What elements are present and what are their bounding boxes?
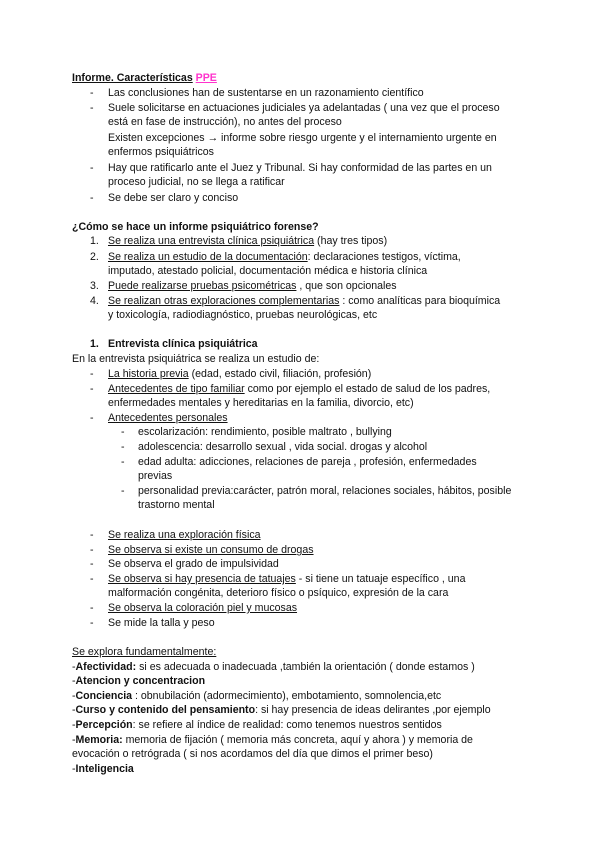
bold-term: Curso y contenido del pensamiento [75, 704, 256, 716]
bold-term: Memoria: [75, 734, 123, 746]
personal-item-cont: trastorno mental [138, 499, 215, 511]
ppe-tag: PPE [195, 72, 217, 84]
plain-text: : obnubilación (adormecimiento), embotamiento, somnolencia,etc [132, 690, 442, 702]
plain-text: (edad, estado civil, filiación, profesión) [188, 368, 372, 380]
exam-line [108, 616, 215, 630]
bullet-dash: - [90, 529, 94, 541]
bullet-dash: - [90, 87, 94, 99]
item-number: 4. [90, 295, 99, 307]
personal-item: edad adulta: adicciones, relaciones de pareja , profesión, enfermedades [138, 456, 477, 468]
explored-item: -Atencion y concentracion [72, 675, 206, 687]
underlined-text: Se observa la coloración piel y mucosas [108, 602, 298, 614]
item-number: 2. [90, 251, 99, 263]
plain-text: evocación o retrógrada ( si nos acordamos del día que dimos el primer beso) [72, 748, 433, 760]
bullet-dash: - [90, 602, 94, 614]
explored-item-cont [72, 747, 433, 761]
underlined-text: Antecedentes de tipo familiar [108, 383, 245, 395]
bold-term: Atencion y concentracion [75, 675, 206, 687]
plain-text: - si tiene un tatuaje específico , una [295, 573, 466, 585]
characteristic-line: Se debe ser claro y conciso [108, 192, 239, 204]
plain-text: : si hay presencia de ideas delirantes ,por ejemplo [255, 704, 491, 716]
exam-line [108, 601, 297, 615]
sub-bullet-dash: - [121, 456, 125, 468]
plain-text: : como analíticas para bioquímica [339, 295, 501, 307]
bullet-dash: - [90, 573, 94, 585]
howto-item-1 [90, 234, 99, 248]
exam-line-cont [108, 586, 448, 600]
characteristic-line: Hay que ratificarlo ante el Juez y Tribunal. Si hay conformidad de las partes en un [108, 162, 492, 174]
plain-text: malformación congénita, deterioro físico o psíquico, expresión de la cara [108, 587, 449, 599]
bullet-dash: - [90, 383, 94, 395]
personal-item: escolarización: rendimiento, posible maltrato , bullying [138, 426, 392, 438]
howto-item-3-text [108, 279, 397, 293]
characteristic-line: Las conclusiones han de sustentarse en un razonamiento científico [108, 87, 424, 99]
plain-text: como por ejemplo el estado de salud de los padres, [244, 383, 491, 395]
howto-item-2-cont: imputado, atestado policial, documentación médica e historia clínica [108, 265, 428, 277]
plain-text: Se mide la talla y peso [108, 617, 215, 629]
bullet-dash: - [90, 368, 94, 380]
personal-heading: Antecedentes personales [108, 412, 228, 424]
personal-item: personalidad previa:carácter, patrón moral, relaciones sociales, hábitos, posible [138, 485, 512, 497]
bullet-dash: - [90, 558, 94, 570]
howto-item-2 [90, 250, 99, 264]
interview-number: 1. [90, 338, 99, 350]
howto-item-3 [90, 279, 99, 293]
explored-heading: Se explora fundamentalmente: [72, 646, 217, 658]
interview-intro: En la entrevista psiquiátrica se realiza un estudio de: [72, 353, 320, 365]
sub-bullet-dash: - [121, 441, 125, 453]
section-title [72, 71, 217, 85]
sub-bullet-dash: - [121, 426, 125, 438]
underlined-text: Se realizan otras exploraciones complementarias [108, 295, 340, 307]
plain-text: memoria de fijación ( memoria más concreta, aquí y ahora ) y memoria de [122, 734, 473, 746]
underlined-text: Se realiza una entrevista clínica psiquiátrica [108, 235, 315, 247]
explored-item: -Inteligencia [72, 763, 134, 775]
howto-item-4-cont: y toxicología, radiodiagnóstico, pruebas neurológicas, etc [108, 309, 378, 321]
exam-line [108, 572, 465, 586]
exam-line [108, 543, 314, 557]
explored-item: -Afectividad: si es adecuada o inadecuada ,también la orientación ( donde estamos ) [72, 661, 475, 673]
personal-item: adolescencia: desarrollo sexual , vida social. drogas y alcohol [138, 441, 428, 453]
exam-line [108, 557, 279, 571]
bullet-dash: - [90, 192, 94, 204]
bullet-dash: - [90, 162, 94, 174]
underlined-text: Se observa si hay presencia de tatuajes [108, 573, 296, 585]
plain-text: , que son opcionales [296, 280, 397, 292]
plain-text: Se observa el grado de impulsividad [108, 558, 279, 570]
characteristic-line: está en fase de instrucción), no antes del proceso [108, 116, 342, 128]
explored-item: -Memoria: memoria de fijación ( memoria más concreta, aquí y ahora ) y memoria de [72, 734, 473, 746]
explored-item: -Percepción: se refiere al índice de realidad: como tenemos nuestros sentidos [72, 719, 442, 731]
sub-bullet-dash: - [121, 485, 125, 497]
bullet-dash: - [90, 102, 94, 114]
personal-item-cont: previas [138, 470, 173, 482]
exam-line [108, 528, 261, 542]
plain-text: : declaraciones testigos, víctima, [307, 251, 461, 263]
underlined-text: La historia previa [108, 368, 189, 380]
bold-term: Afectividad: [75, 661, 137, 673]
underlined-text: Se observa si existe un consumo de drogas [108, 544, 314, 556]
bullet-dash: - [90, 412, 94, 424]
bold-term: Conciencia [75, 690, 133, 702]
howto-heading: ¿Cómo se hace un informe psiquiátrico forense? [72, 221, 319, 233]
characteristic-line: Suele solicitarse en actuaciones judiciales ya adelantadas ( una vez que el proceso [108, 102, 500, 114]
item-number: 3. [90, 280, 99, 292]
characteristic-line: proceso judicial, no se llega a ratificar [108, 176, 285, 188]
characteristic-line: enfermos psiquiátricos [108, 146, 214, 158]
bold-term: Percepción [75, 719, 133, 731]
bullet-dash: - [90, 617, 94, 629]
family-cont: enfermedades mentales y hereditarias en la familia, divorcio, etc) [108, 397, 414, 409]
interview-heading: Entrevista clínica psiquiátrica [108, 338, 258, 350]
underlined-text: Se realiza una exploración física [108, 529, 261, 541]
plain-text: si es adecuada o inadecuada ,también la orientación ( donde estamos ) [136, 661, 475, 673]
title-label: Informe. Características [72, 72, 193, 84]
explored-item: -Conciencia : obnubilación (adormecimiento), embotamiento, somnolencia,etc [72, 690, 442, 702]
item-number: 1. [90, 235, 99, 247]
bold-term: Inteligencia [75, 763, 134, 775]
howto-item-2-text [108, 250, 461, 264]
plain-text: : se refiere al índice de realidad: como tenemos nuestros sentidos [132, 719, 442, 731]
characteristic-line: Existen excepciones → informe sobre riesgo urgente y el internamiento urgente en [108, 132, 497, 144]
howto-item-1-text [108, 234, 387, 248]
family-line [108, 382, 490, 396]
underlined-text: Puede realizarse pruebas psicométricas [108, 280, 297, 292]
bullet-dash: - [90, 544, 94, 556]
howto-item-4-text [108, 294, 500, 308]
history-line [108, 367, 371, 381]
plain-text: (hay tres tipos) [314, 235, 388, 247]
explored-item: -Curso y contenido del pensamiento: si hay presencia de ideas delirantes ,por ejemplo [72, 704, 491, 716]
underlined-text: Se realiza un estudio de la documentación [108, 251, 308, 263]
howto-item-4 [90, 294, 99, 308]
